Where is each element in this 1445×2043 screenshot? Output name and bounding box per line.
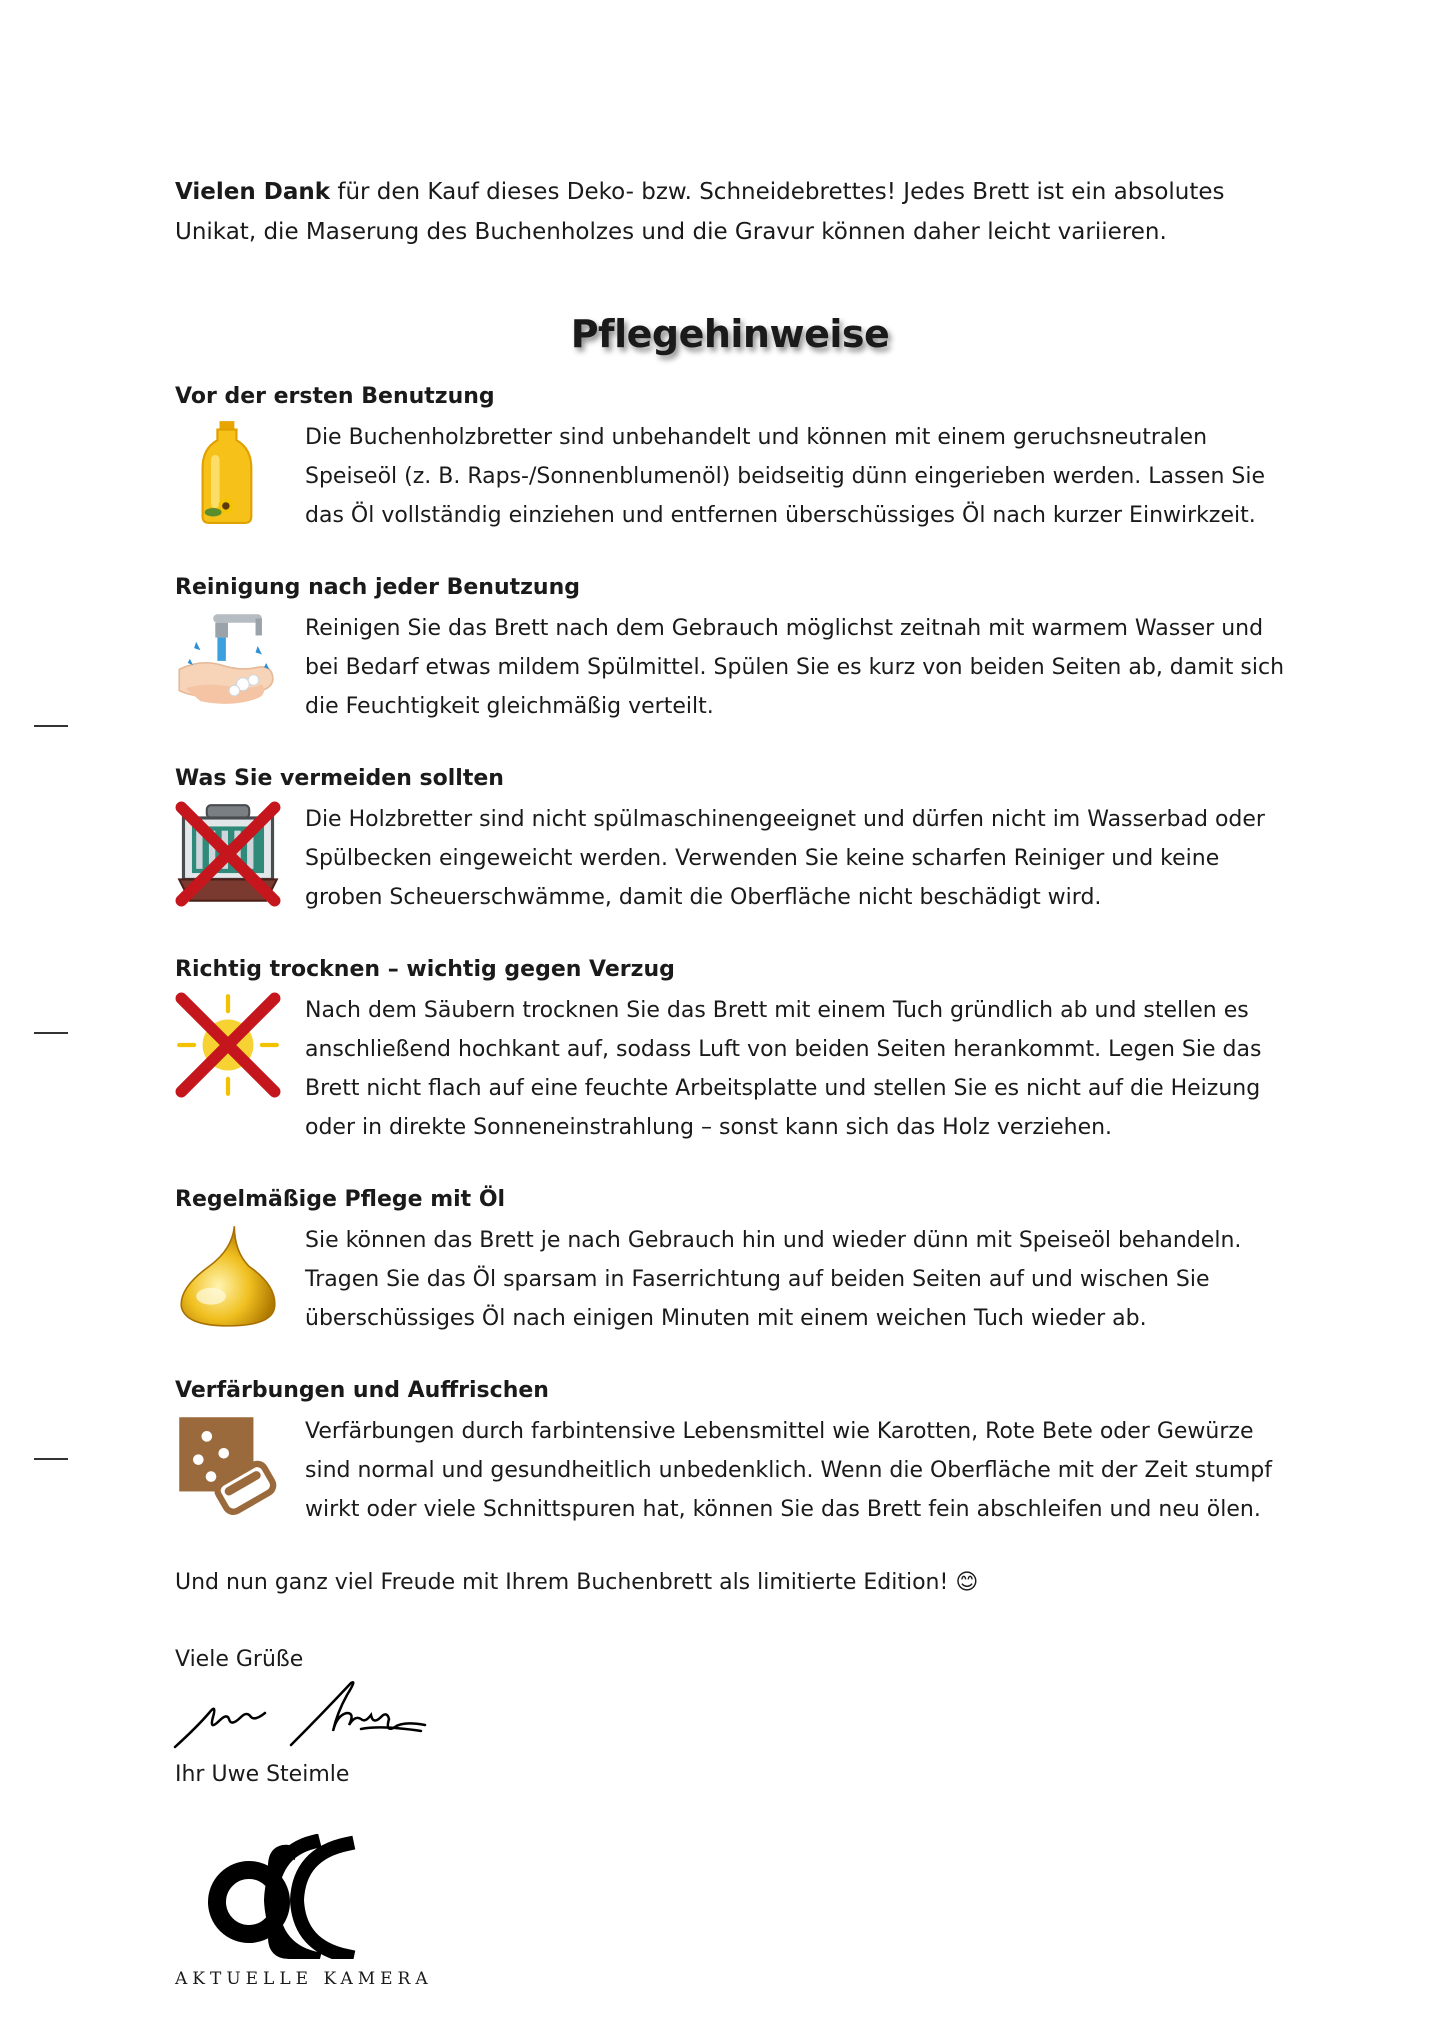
section-text: Reinigen Sie das Brett nach dem Gebrauch möglichst zeitnah mit warmem Wasser und bei Bedarf etwas mildem Spülmittel. Spülen Sie es kurz von beiden Seiten ab, damit sich die Feuchtigkeit gleichmäßig verteilt. <box>305 616 1285 719</box>
no-dishwasher-icon <box>175 800 305 912</box>
section-text: Verfärbungen durch farbintensive Lebensmittel wie Karotten, Rote Bete oder Gewürze sind normal und gesundheitlich unbedenklich. Wenn die Oberfläche mit der Zeit stumpf wirkt oder viele Schnittspuren hat, können Sie das Brett fein abschleifen und neu ölen. <box>305 1419 1272 1522</box>
signed-name: Ihr Uwe Steimle <box>175 1762 350 1787</box>
section-heading: Verfärbungen und Auffrischen <box>175 1378 549 1403</box>
section-oil-care <box>175 1181 1285 1338</box>
intro-text: für den Kauf dieses Deko- bzw. Schneidebrettes! Jedes Brett ist ein absolutes Unikat, die Maserung des Buchenholzes und die Gravur können daher leicht variieren. <box>175 179 1225 245</box>
sanding-block-icon <box>175 1412 305 1524</box>
signature <box>171 1679 501 1755</box>
logo <box>175 1834 435 1989</box>
section-refresh <box>175 1372 1285 1529</box>
section-heading: Was Sie vermeiden sollten <box>175 766 504 791</box>
document-page <box>175 172 1285 1989</box>
section-first-use <box>175 378 1285 535</box>
section-heading: Vor der ersten Benutzung <box>175 384 495 409</box>
section-cleaning <box>175 569 1285 726</box>
hand-washing-icon <box>175 609 305 721</box>
intro-paragraph <box>175 172 1285 252</box>
section-text: Sie können das Brett je nach Gebrauch hin und wieder dünn mit Speiseöl behandeln. Tragen Sie das Öl sparsam in Faserrichtung auf beiden Seiten auf und wischen Sie überschüssiges Öl nach einigen Minuten mit einem weichen Tuch wieder ab. <box>305 1228 1242 1331</box>
margin-mark <box>34 1458 68 1460</box>
section-heading: Regelmäßige Pflege mit Öl <box>175 1187 506 1212</box>
logo-text: AKTUELLE KAMERA <box>175 1969 433 1989</box>
margin-mark <box>34 1032 68 1034</box>
section-drying <box>175 951 1285 1147</box>
page-title: Pflegehinweise <box>570 312 890 356</box>
no-sun-icon <box>175 991 305 1103</box>
section-text: Die Buchenholzbretter sind unbehandelt und können mit einem geruchsneutralen Speiseöl (z. B. Raps-/Sonnenblumenöl) beidseitig dünn eingerieben werden. Lassen Sie das Öl vollständig einziehen und entfernen überschüssiges Öl nach kurzer Einwirkzeit. <box>305 425 1266 528</box>
closing-line: Und nun ganz viel Freude mit Ihrem Buchenbrett als limitierte Edition! 😊 <box>175 1570 979 1595</box>
oil-drop-icon <box>175 1221 305 1333</box>
intro-bold: Vielen Dank <box>175 179 331 205</box>
margin-mark <box>34 725 68 727</box>
section-avoid <box>175 760 1285 917</box>
section-heading: Reinigung nach jeder Benutzung <box>175 575 581 600</box>
regards: Viele Grüße <box>175 1647 304 1672</box>
logo-mark <box>197 1834 377 1959</box>
oil-bottle-icon <box>175 418 305 530</box>
section-heading: Richtig trocknen – wichtig gegen Verzug <box>175 957 675 982</box>
section-text: Nach dem Säubern trocknen Sie das Brett mit einem Tuch gründlich ab und stellen es anschließend hochkant auf, sodass Luft von beiden Seiten herankommt. Legen Sie das Brett nicht flach auf eine feuchte Arbeitsplatte und stellen Sie es nicht auf die Heizung oder in direkte Sonneneinstrahlung – sonst kann sich das Holz verziehen. <box>305 998 1262 1140</box>
section-text: Die Holzbretter sind nicht spülmaschinengeeignet und dürfen nicht im Wasserbad oder Spülbecken eingeweicht werden. Verwenden Sie keine scharfen Reiniger und keine groben Scheuerschwämme, damit die Oberfläche nicht beschädigt wird. <box>305 807 1265 910</box>
